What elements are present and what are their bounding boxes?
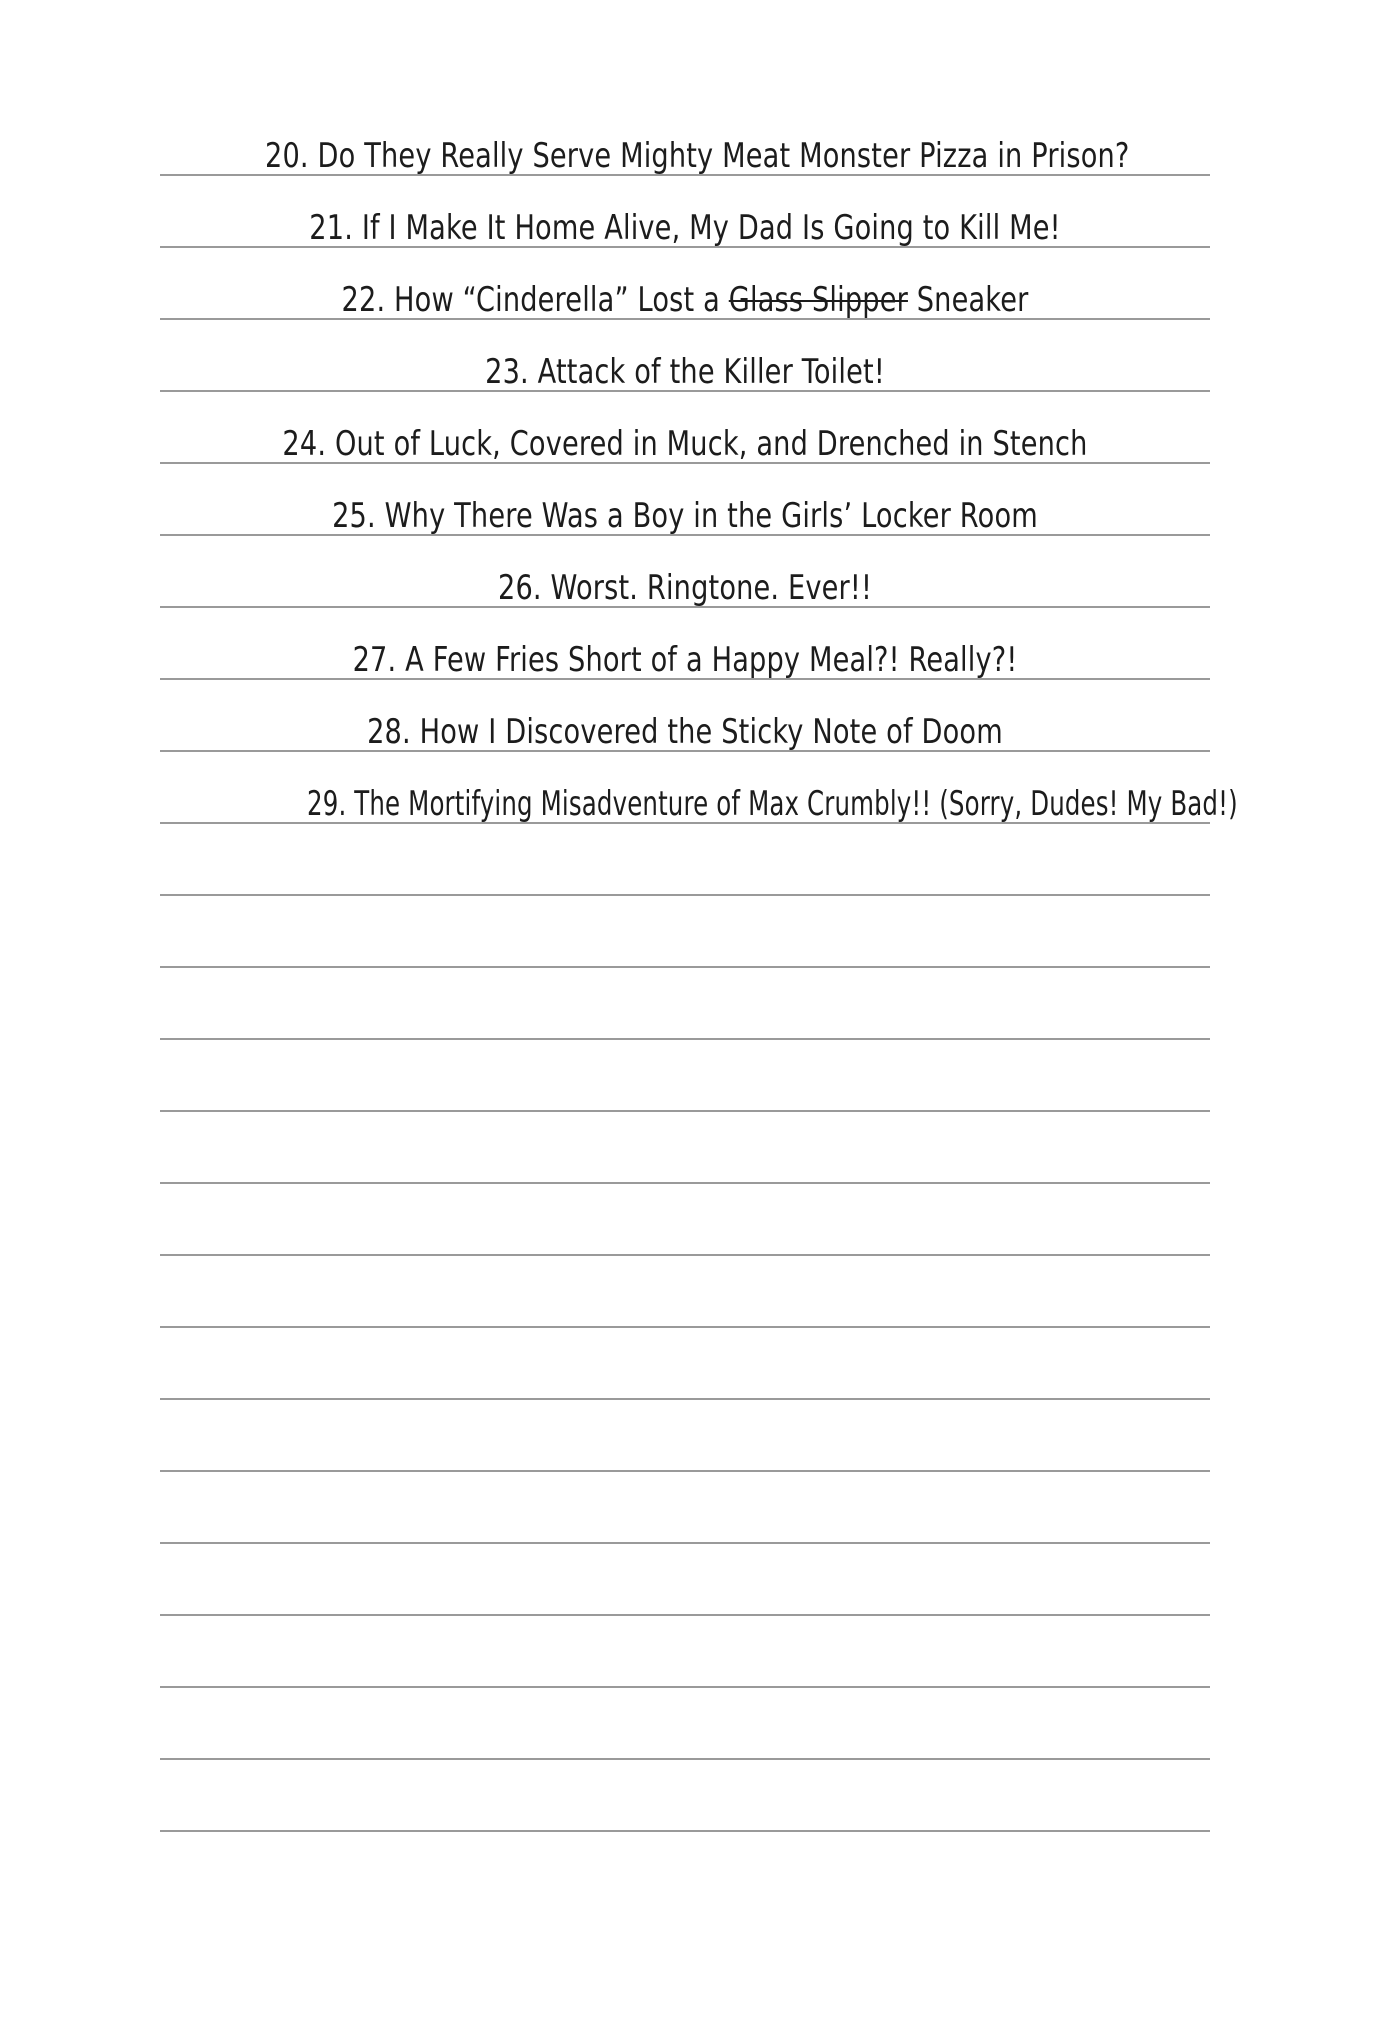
chapter-entry-24: 24. Out of Luck, Covered in Muck, and Drenched in Stench (282, 424, 1088, 464)
blank-ruled-line (160, 1688, 1210, 1760)
chapter-entry-27: 27. A Few Fries Short of a Happy Meal?! Really?! (352, 640, 1018, 680)
ruled-line-entry-22 (160, 248, 1210, 320)
chapter-entry-26: 26. Worst. Ringtone. Ever!! (497, 568, 873, 608)
blank-ruled-line (160, 1616, 1210, 1688)
blank-ruled-line (160, 1256, 1210, 1328)
blank-ruled-line (160, 1472, 1210, 1544)
chapter-entry-23: 23. Attack of the Killer Toilet! (485, 352, 885, 392)
chapter-entry-29: 29. The Mortifying Misadventure of Max Crumbly!! (Sorry, Dudes! My Bad!) (307, 784, 1238, 824)
chapter-entry-22 (265, 278, 1105, 322)
chapter-entry-22-struck-text: Glass Slipper (728, 280, 908, 320)
blank-ruled-line (160, 1544, 1210, 1616)
blank-ruled-line (160, 824, 1210, 896)
blank-ruled-line (160, 968, 1210, 1040)
blank-ruled-line (160, 1112, 1210, 1184)
chapter-entry-21: 21. If I Make It Home Alive, My Dad Is Going to Kill Me! (309, 208, 1061, 248)
blank-ruled-line (160, 1040, 1210, 1112)
chapter-entry-25: 25. Why There Was a Boy in the Girls’ Locker Room (332, 496, 1038, 536)
blank-ruled-line (160, 1328, 1210, 1400)
chapter-entry-20: 20. Do They Really Serve Mighty Meat Monster Pizza in Prison? (265, 136, 1130, 176)
ruled-line-entry-21 (160, 176, 1210, 248)
ruled-line-entry-24 (160, 392, 1210, 464)
chapter-entry-22-suffix: Sneaker (907, 280, 1029, 320)
blank-ruled-line (160, 1400, 1210, 1472)
ruled-lines-area (160, 104, 1238, 1832)
ruled-line-entry-26 (160, 536, 1210, 608)
ruled-line-entry-25 (160, 464, 1210, 536)
ruled-line-entry-28 (160, 680, 1210, 752)
ruled-line-entry-27 (160, 608, 1210, 680)
ruled-line-entry-20 (160, 104, 1210, 176)
ruled-line-entry-29 (160, 752, 1238, 824)
chapter-entry-22-prefix: 22. How “Cinderella” Lost a (341, 280, 729, 320)
blank-ruled-line (160, 1184, 1210, 1256)
chapter-entry-28: 28. How I Discovered the Sticky Note of Doom (367, 712, 1003, 752)
blank-ruled-line (160, 1760, 1210, 1832)
ruled-line-entry-23 (160, 320, 1210, 392)
blank-ruled-line (160, 896, 1210, 968)
